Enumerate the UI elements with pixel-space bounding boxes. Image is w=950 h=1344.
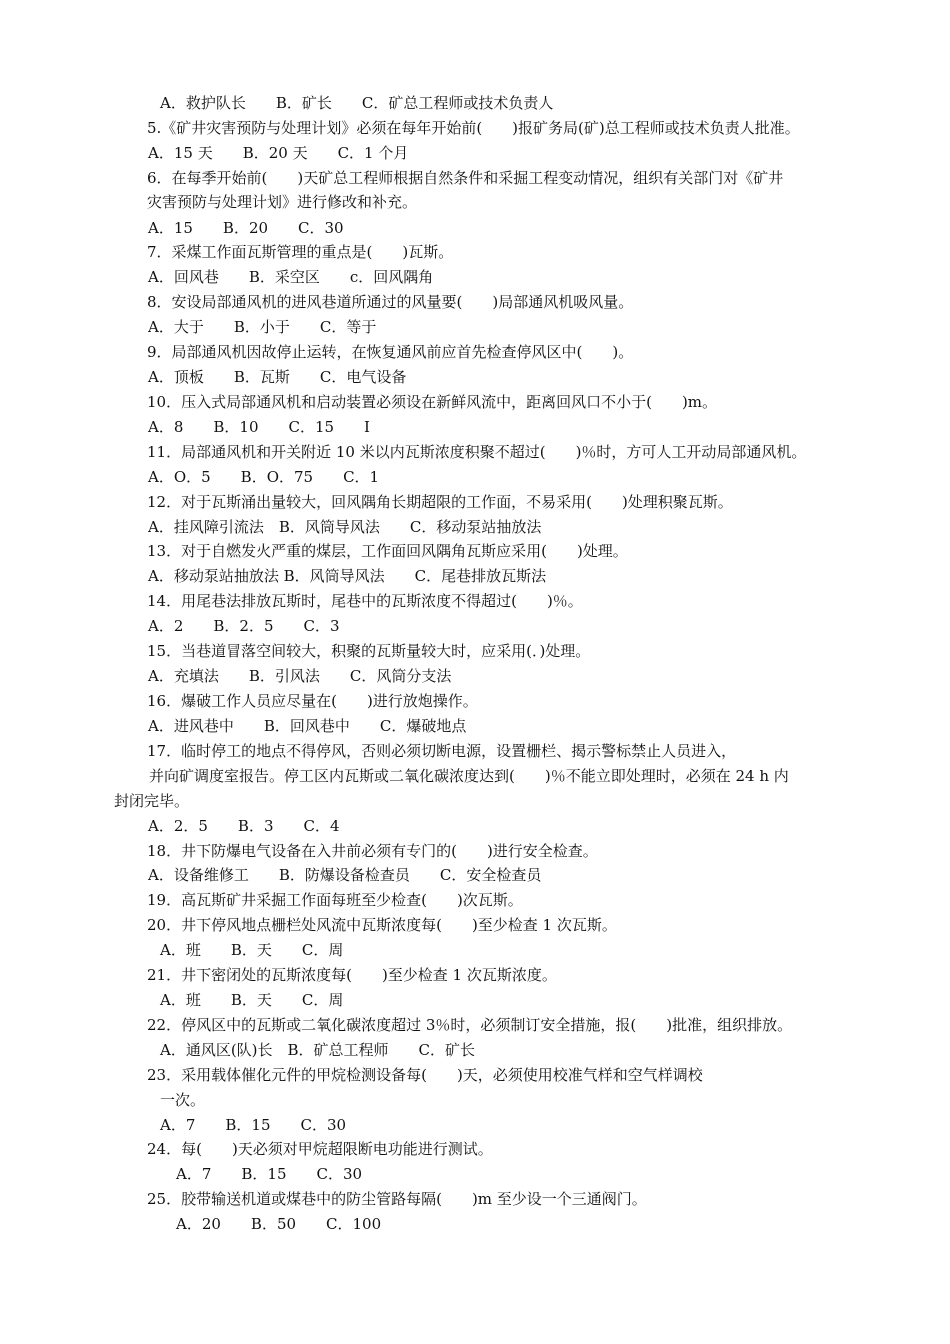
question-line: 10．压入式局部通风机和启动装置必须设在新鲜风流中，距离回风口不小于( )m。 <box>147 393 718 411</box>
question-line-continued: 灾害预防与处理计划》进行修改和补充。 <box>147 193 418 211</box>
question-line: 11．局部通风机和开关附近 10 米以内瓦斯浓度积聚不超过( )％时，方可人工开动局部通风机。 <box>147 443 807 461</box>
question-line: 13．对于自燃发火严重的煤层，工作面回风隅角瓦斯应采用( )处理。 <box>147 542 628 560</box>
option-line: A．15 天 B．20 天 C．1 个月 <box>148 144 409 162</box>
question-line: 14．用尾巷法排放瓦斯时，尾巷中的瓦斯浓度不得超过( )％。 <box>147 592 583 610</box>
question-line: 16．爆破工作人员应尽量在( )进行放炮操作。 <box>147 692 478 710</box>
question-line: 23．采用载体催化元件的甲烷检测设备每( )天，必须使用校准气样和空气样调校 <box>147 1066 703 1084</box>
question-line: 25．胶带输送机道或煤巷中的防尘管路每隔( )m 至少设一个三通阀门。 <box>147 1190 647 1208</box>
option-line: A．设备维修工 B．防爆设备检查员 C．安全检查员 <box>148 866 542 884</box>
option-line: A．充填法 B．引风法 C．风筒分支法 <box>148 667 452 685</box>
question-line: 15．当巷道冒落空间较大，积聚的瓦斯量较大时，应采用(．)处理。 <box>147 642 591 660</box>
question-line: 19．高瓦斯矿井采掘工作面每班至少检查( )次瓦斯。 <box>147 891 523 909</box>
question-line: 17．临时停工的地点不得停风，否则必须切断电源，设置栅栏、揭示警标禁止人员进入， <box>147 742 737 760</box>
option-line: A．班 B．天 C．周 <box>160 991 344 1009</box>
option-line: A．顶板 B．瓦斯 C．电气设备 <box>148 368 407 386</box>
option-line: A．2 B．2．5 C．3 <box>148 617 340 635</box>
option-line: A．7 B．15 C．30 <box>176 1165 363 1183</box>
question-line-continued: 并向矿调度室报告。停工区内瓦斯或二氧化碳浓度达到( )％不能立即处理时，必须在 24 h 内 <box>149 767 789 785</box>
question-line: 21．井下密闭处的瓦斯浓度每( )至少检查 1 次瓦斯浓度。 <box>147 966 557 984</box>
option-line: A．救护队长 B．矿长 C．矿总工程师或技术负责人 <box>160 94 554 112</box>
option-line: A．进风巷中 B．回风巷中 C．爆破地点 <box>148 717 467 735</box>
option-line: A．8 B．10 C．15 I <box>148 418 370 436</box>
option-line: A．大于 B．小于 C．等于 <box>148 318 377 336</box>
question-line: 12．对于瓦斯涌出量较大，回风隅角长期超限的工作面，不易采用( )处理积聚瓦斯。 <box>147 493 733 511</box>
question-line-continued: 封闭完毕。 <box>114 792 190 810</box>
question-line: 7．采煤工作面瓦斯管理的重点是( )瓦斯。 <box>147 243 454 261</box>
question-line: 5.《矿井灾害预防与处理计划》必须在每年开始前( )报矿务局(矿)总工程师或技术负责人批准。 <box>147 119 800 137</box>
question-line: 24．每( )天必须对甲烷超限断电功能进行测试。 <box>147 1140 493 1158</box>
option-line: A．通风区(队)长 B．矿总工程师 C．矿长 <box>160 1041 476 1059</box>
option-line: A．2．5 B．3 C．4 <box>148 817 340 835</box>
option-line: A．20 B．50 C．100 <box>176 1215 382 1233</box>
option-line: A．挂风障引流法 B．风筒导风法 C．移动泵站抽放法 <box>148 518 542 536</box>
option-line: A．O．5 B．O．75 C．1 <box>148 468 380 486</box>
option-line: A．7 B．15 C．30 <box>160 1116 347 1134</box>
question-line: 22．停风区中的瓦斯或二氧化碳浓度超过 3％时，必须制订安全措施，报( )批准，组织排放。 <box>147 1016 793 1034</box>
question-line: 8．安设局部通风机的进风巷道所通过的风量要( )局部通风机吸风量。 <box>147 293 634 311</box>
question-line: 9．局部通风机因故停止运转，在恢复通风前应首先检查停风区中( )。 <box>147 343 634 361</box>
question-line: 18．井下防爆电气设备在入井前必须有专门的( )进行安全检查。 <box>147 842 598 860</box>
option-line: A．移动泵站抽放法 B．风筒导风法 C．尾巷排放瓦斯法 <box>148 567 547 585</box>
question-line: 6．在每季开始前( )天矿总工程师根据自然条件和采掘工程变动情况，组织有关部门对《矿井 <box>147 169 784 187</box>
option-line: A．回风巷 B．采空区 c．回风隅角 <box>148 268 434 286</box>
question-line-continued: 一次。 <box>160 1091 206 1109</box>
question-line: 20．井下停风地点栅栏处风流中瓦斯浓度每( )至少检查 1 次瓦斯。 <box>147 916 617 934</box>
option-line: A．15 B．20 C．30 <box>148 219 344 237</box>
option-line: A．班 B．天 C．周 <box>160 941 344 959</box>
